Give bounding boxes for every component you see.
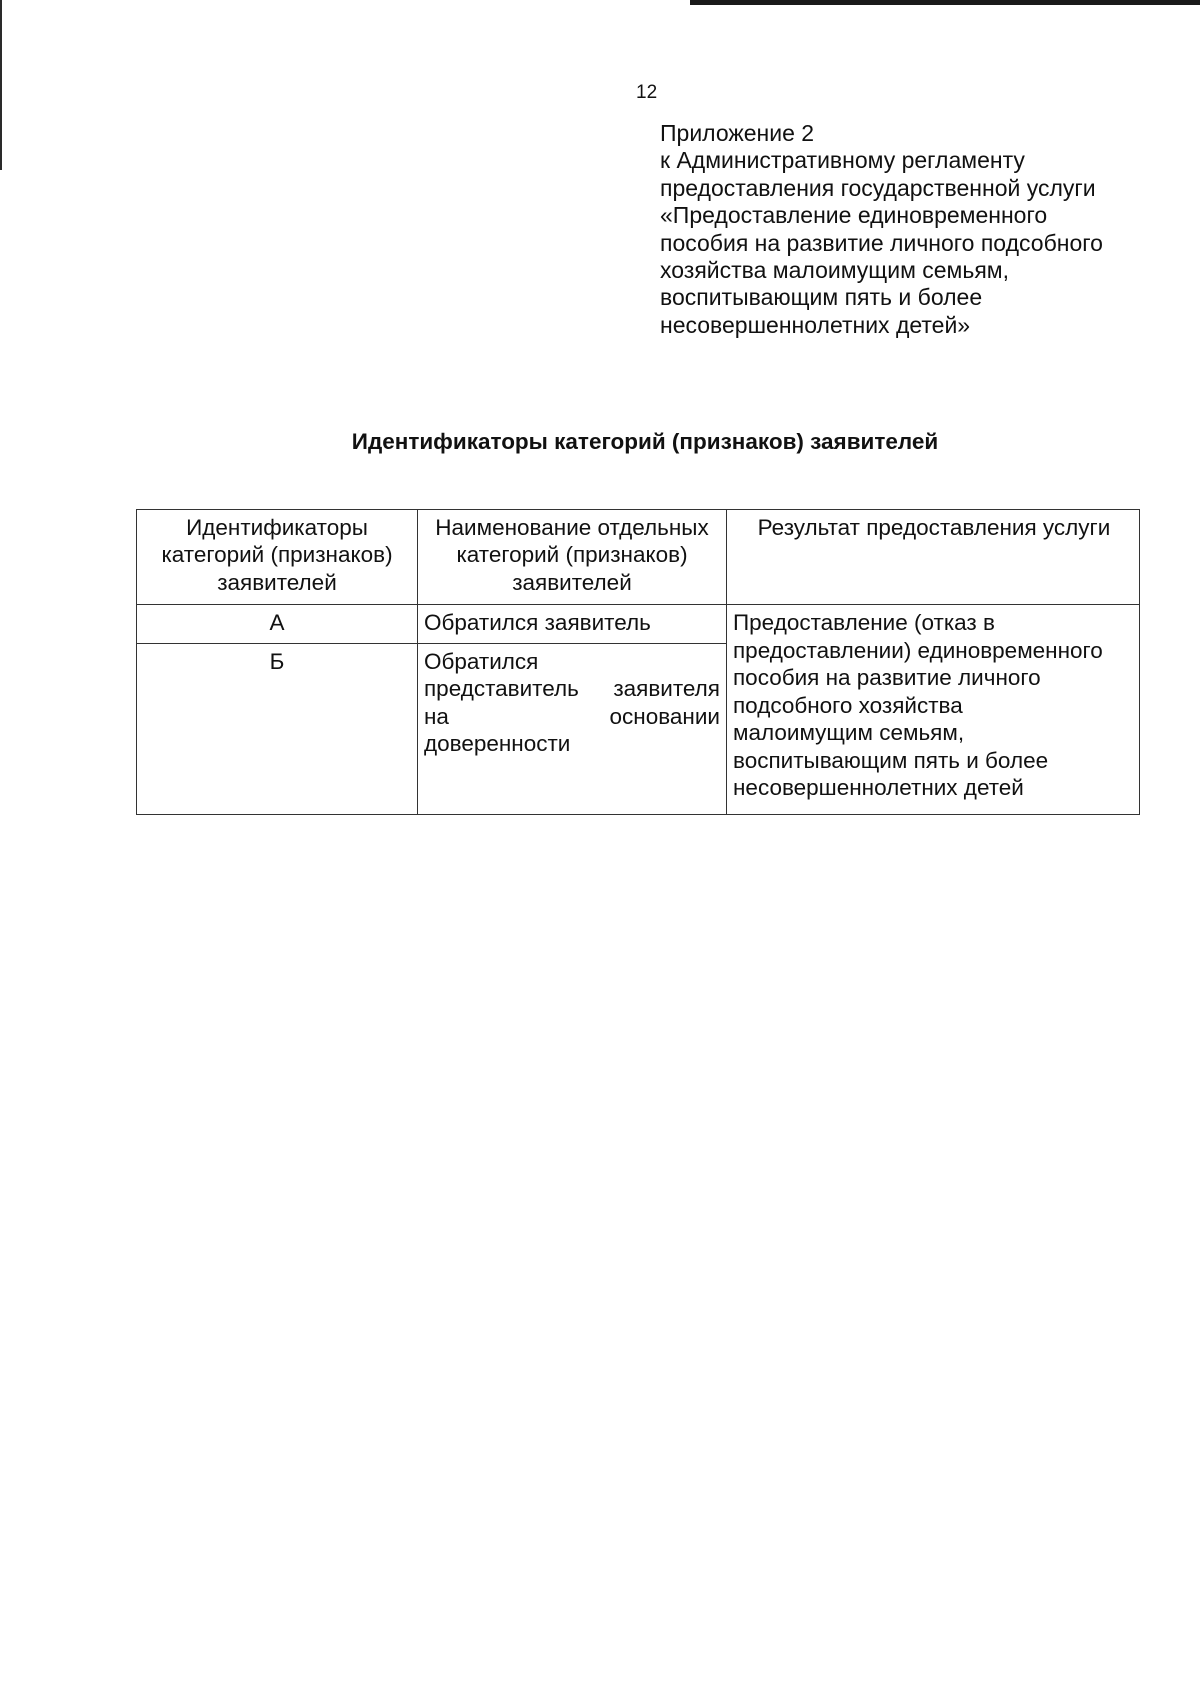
header-identifiers [137, 510, 418, 605]
table-header-row [137, 510, 1140, 605]
appendix-line: к Административному регламенту [660, 147, 1025, 174]
appendix-block [660, 120, 1180, 339]
document-title: Идентификаторы категорий (признаков) заявителей [351, 429, 939, 454]
row-name-text: Обратился [424, 649, 539, 674]
header-result [727, 510, 1140, 605]
row-id-cell: Б [137, 644, 418, 815]
header-text: Идентификаторы [186, 515, 368, 540]
appendix-line: хозяйства малоимущим семьям, [660, 257, 1010, 284]
header-text: категорий (признаков) [161, 542, 393, 568]
row-name-text: Обратился заявитель [424, 610, 651, 635]
scan-edge-left [0, 0, 2, 170]
appendix-line: пособия на развитие личного подсобного [660, 229, 1103, 256]
header-text: Результат предоставления услуги [757, 515, 1111, 540]
result-text: предоставлении) единовременного [733, 637, 1103, 663]
row-name-text: доверенности [424, 730, 571, 756]
result-text: воспитывающим пять и более [733, 747, 1049, 773]
result-text: подсобного хозяйства [733, 692, 963, 718]
result-text: пособия на развитие личного [733, 665, 1041, 690]
header-text: заявителей [217, 569, 337, 595]
result-cell [727, 605, 1140, 815]
result-text: Предоставление (отказ в [733, 610, 995, 635]
header-text: заявителей [512, 569, 632, 595]
header-category-names [418, 510, 727, 605]
row-name-cell [418, 605, 727, 644]
appendix-line: Приложение 2 [660, 120, 815, 146]
page-number: 12 [636, 82, 658, 103]
row-name-text: на основании [424, 703, 720, 729]
header-text: Наименование отдельных [435, 515, 709, 540]
appendix-line: «Предоставление единовременного [660, 202, 1048, 229]
appendix-line: воспитывающим пять и более [660, 284, 983, 311]
table-row [137, 605, 1140, 644]
row-name-cell [418, 644, 727, 815]
appendix-line: несовершеннолетних детей» [660, 311, 971, 338]
appendix-line: предоставления государственной услуги [660, 174, 1096, 201]
categories-table [136, 509, 1140, 815]
header-text: категорий (признаков) [456, 542, 688, 568]
row-id-cell: А [137, 605, 418, 644]
result-text: несовершеннолетних детей [733, 775, 1024, 800]
scan-edge-top [690, 0, 1200, 5]
row-name-text: представитель заявителя [424, 676, 720, 702]
result-text: малоимущим семьям, [733, 720, 965, 745]
